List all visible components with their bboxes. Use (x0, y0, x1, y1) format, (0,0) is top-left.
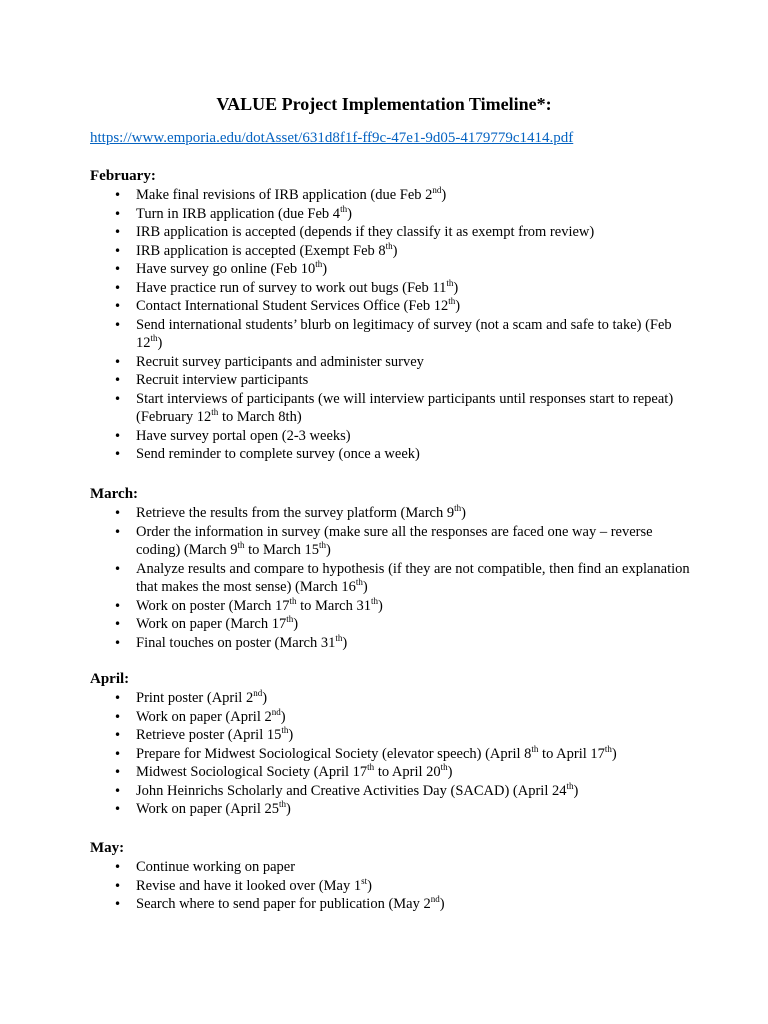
section-february (90, 166, 690, 464)
ordinal-suffix: nd (253, 688, 263, 699)
list-item (90, 279, 690, 298)
item-text: Retrieve the results from the survey platform (March 9 (136, 505, 455, 521)
list-item (90, 445, 690, 464)
list-item (90, 895, 690, 914)
ordinal-suffix: th (211, 407, 219, 418)
section-heading-may: May: (90, 840, 125, 856)
ordinal-suffix: st (361, 875, 368, 886)
item-text: ) (439, 896, 445, 912)
item-text: Midwest Sociological Society (April 17 (136, 764, 368, 780)
ordinal-suffix: th (446, 277, 454, 288)
item-text: Contact International Student Services Office (Feb 12 (136, 298, 449, 314)
item-text: ) (573, 782, 579, 799)
list-item (90, 858, 690, 877)
list-item (90, 745, 690, 764)
list-item (90, 260, 690, 279)
ordinal-suffix: th (355, 577, 363, 588)
list-item (90, 634, 690, 653)
list-item (90, 708, 690, 727)
item-text: ) (455, 298, 461, 314)
list-item (90, 689, 690, 708)
ordinal-suffix: th (370, 595, 378, 606)
items-list-april (90, 689, 690, 819)
item-text: ) (362, 579, 368, 595)
item-text: Have survey go online (Feb 10 (136, 261, 316, 277)
item-text: Send reminder to complete survey (once a week) (136, 446, 420, 462)
ordinal-suffix: th (315, 259, 323, 270)
item-text: ) (262, 690, 268, 706)
item-text: Send international students’ blurb on legitimacy of survey (not a scam and safe to take) (Feb 12 (136, 316, 672, 351)
item-text: Final touches on poster (March 31 (136, 634, 336, 651)
item-text: Retrieve poster (April 15 (136, 727, 282, 743)
ordinal-suffix: th (440, 762, 448, 773)
ordinal-suffix: nd (432, 185, 442, 196)
section-may (90, 838, 690, 914)
item-text: ) (378, 597, 383, 614)
item-text: Order the information in survey (make sure all the responses are faced one way – reverse coding) (March 9 (136, 523, 653, 558)
item-text: Analyze results and compare to hypothesis (if they are not compatible, then find an explanation that makes the most sense) (March 16 (136, 560, 690, 595)
item-text: to March 31 (296, 597, 371, 614)
item-text: ) (461, 505, 466, 521)
item-text: Work on paper (April 2 (136, 708, 272, 725)
item-text: ) (441, 187, 447, 203)
page-title: VALUE Project Implementation Timeline*: (216, 94, 552, 114)
item-text: to March 15 (244, 542, 319, 558)
list-item (90, 877, 690, 896)
item-text: ) (447, 764, 453, 780)
list-item (90, 782, 690, 801)
item-text: IRB application is accepted (Exempt Feb 8 (136, 242, 386, 259)
item-text: ) (157, 335, 163, 351)
ordinal-suffix: nd (430, 894, 440, 905)
list-item (90, 390, 690, 427)
ordinal-suffix: th (604, 743, 612, 754)
section-march (90, 484, 690, 652)
items-list-may (90, 858, 690, 914)
item-text: Have survey portal open (2-3 weeks) (136, 427, 351, 444)
ordinal-suffix: th (531, 743, 539, 754)
section-heading-february: February: (90, 168, 156, 184)
section-heading-april: April: (90, 671, 130, 687)
ordinal-suffix: nd (271, 706, 281, 717)
list-item (90, 297, 690, 316)
ordinal-suffix: th (454, 503, 462, 514)
item-text: ) (611, 745, 617, 762)
list-item (90, 800, 690, 819)
ordinal-suffix: th (237, 540, 245, 551)
item-text: IRB application is accepted (depends if they classify it as exempt from review) (136, 224, 595, 240)
list-item (90, 205, 690, 224)
list-item (90, 371, 690, 390)
ordinal-suffix: th (367, 762, 375, 773)
item-text: ) (367, 877, 372, 894)
item-text: John Heinrichs Scholarly and Creative Activities Day (SACAD) (April 24 (136, 782, 567, 799)
list-item (90, 186, 690, 205)
list-item (90, 523, 690, 560)
item-text: Work on paper (March 17 (136, 616, 287, 632)
item-text: ) (280, 708, 286, 725)
list-item (90, 560, 690, 597)
item-text: Have practice run of survey to work out bugs (Feb 11 (136, 279, 447, 296)
ordinal-suffix: th (286, 614, 294, 625)
ordinal-suffix: th (335, 632, 343, 643)
list-item (90, 763, 690, 782)
item-text: Make final revisions of IRB application (due Feb 2 (136, 187, 433, 203)
items-list-february (90, 186, 690, 464)
item-text: Work on paper (April 25 (136, 801, 279, 817)
ordinal-suffix: th (279, 799, 287, 810)
item-text: Prepare for Midwest Sociological Society (elevator speech) (April 8 (136, 745, 532, 762)
ordinal-suffix: th (566, 780, 574, 791)
section-heading-march: March: (90, 486, 139, 502)
item-text: ) (453, 279, 459, 296)
items-list-march (90, 504, 690, 652)
list-item (90, 353, 690, 372)
item-text: Recruit survey participants and administer survey (136, 353, 424, 370)
list-item (90, 223, 690, 242)
document-link[interactable]: https://www.emporia.edu/dotAsset/631d8f1f-ff9c-47e1-9d05-4179779c1414.pdf (90, 130, 574, 146)
item-text: Continue working on paper (136, 859, 296, 875)
list-item (90, 316, 690, 353)
ordinal-suffix: th (281, 725, 289, 736)
item-text: Work on poster (March 17 (136, 597, 290, 614)
ordinal-suffix: th (448, 296, 456, 307)
item-text: ) (322, 261, 328, 277)
item-text: to April 20 (374, 764, 441, 780)
list-item (90, 615, 690, 634)
item-text: to March 8th) (218, 409, 302, 425)
item-text: Turn in IRB application (due Feb 4 (136, 205, 341, 222)
item-text: ) (326, 542, 331, 558)
ordinal-suffix: th (289, 595, 297, 606)
ordinal-suffix: th (385, 240, 393, 251)
item-text: ) (286, 801, 291, 817)
item-text: ) (342, 634, 348, 651)
ordinal-suffix: th (340, 203, 348, 214)
list-item (90, 427, 690, 446)
list-item (90, 504, 690, 523)
section-april (90, 669, 690, 819)
item-text: Start interviews of participants (we will interview participants until responses start to repeat) (February 12 (136, 390, 674, 425)
item-text: Revise and have it looked over (May 1 (136, 877, 362, 894)
item-text: ) (288, 727, 294, 743)
ordinal-suffix: th (150, 333, 158, 344)
ordinal-suffix: th (318, 540, 326, 551)
item-text: ) (347, 205, 352, 222)
item-text: Search where to send paper for publication (May 2 (136, 896, 431, 912)
item-text: Recruit interview participants (136, 372, 309, 388)
list-item (90, 726, 690, 745)
item-text: ) (392, 242, 398, 259)
item-text: Print poster (April 2 (136, 690, 254, 706)
item-text: ) (293, 616, 299, 632)
list-item (90, 242, 690, 261)
list-item (90, 597, 690, 616)
item-text: to April 17 (538, 745, 605, 762)
